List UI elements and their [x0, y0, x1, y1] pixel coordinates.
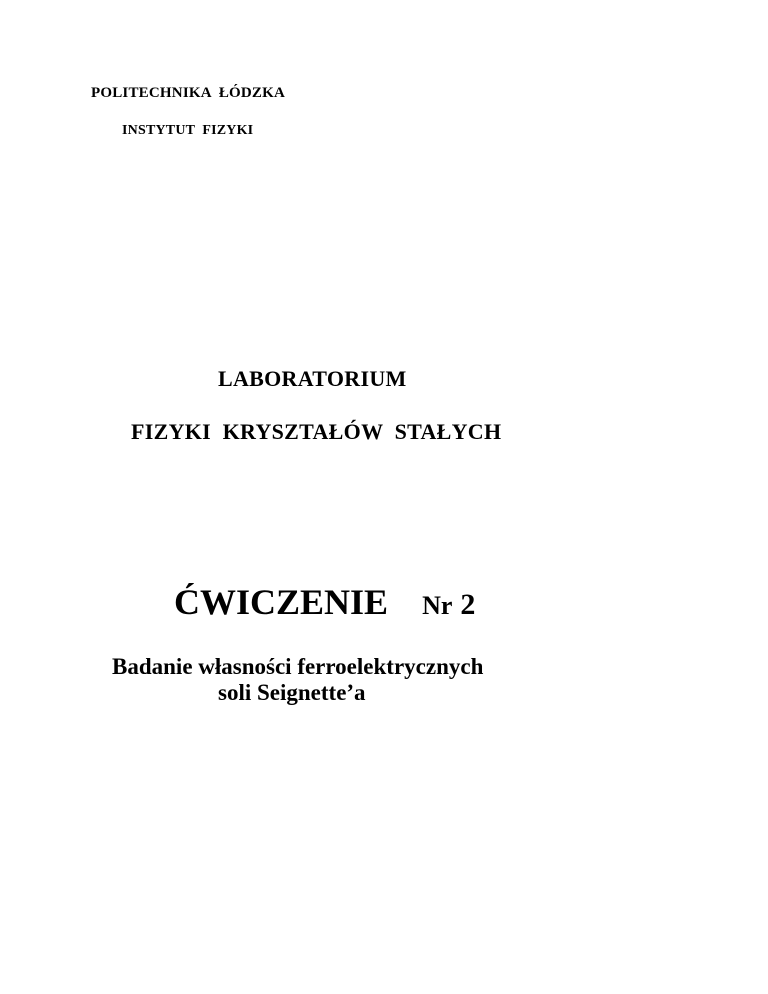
- institute-name: INSTYTUT FIZYKI: [122, 123, 254, 138]
- university-name: POLITECHNIKA ŁÓDZKA: [91, 85, 286, 101]
- exercise-number-label: Nr: [422, 591, 453, 620]
- exercise-heading: [174, 584, 475, 620]
- topic-line-2: soli Seignette’a: [218, 680, 366, 705]
- topic-line-1: Badanie własności ferroelektrycznych: [112, 654, 484, 679]
- exercise-number: 2: [460, 588, 476, 621]
- lab-subtitle: FIZYKI KRYSZTAŁÓW STAŁYCH: [131, 419, 502, 444]
- lab-title: LABORATORIUM: [218, 366, 407, 391]
- exercise-word: ĆWICZENIE: [174, 582, 389, 622]
